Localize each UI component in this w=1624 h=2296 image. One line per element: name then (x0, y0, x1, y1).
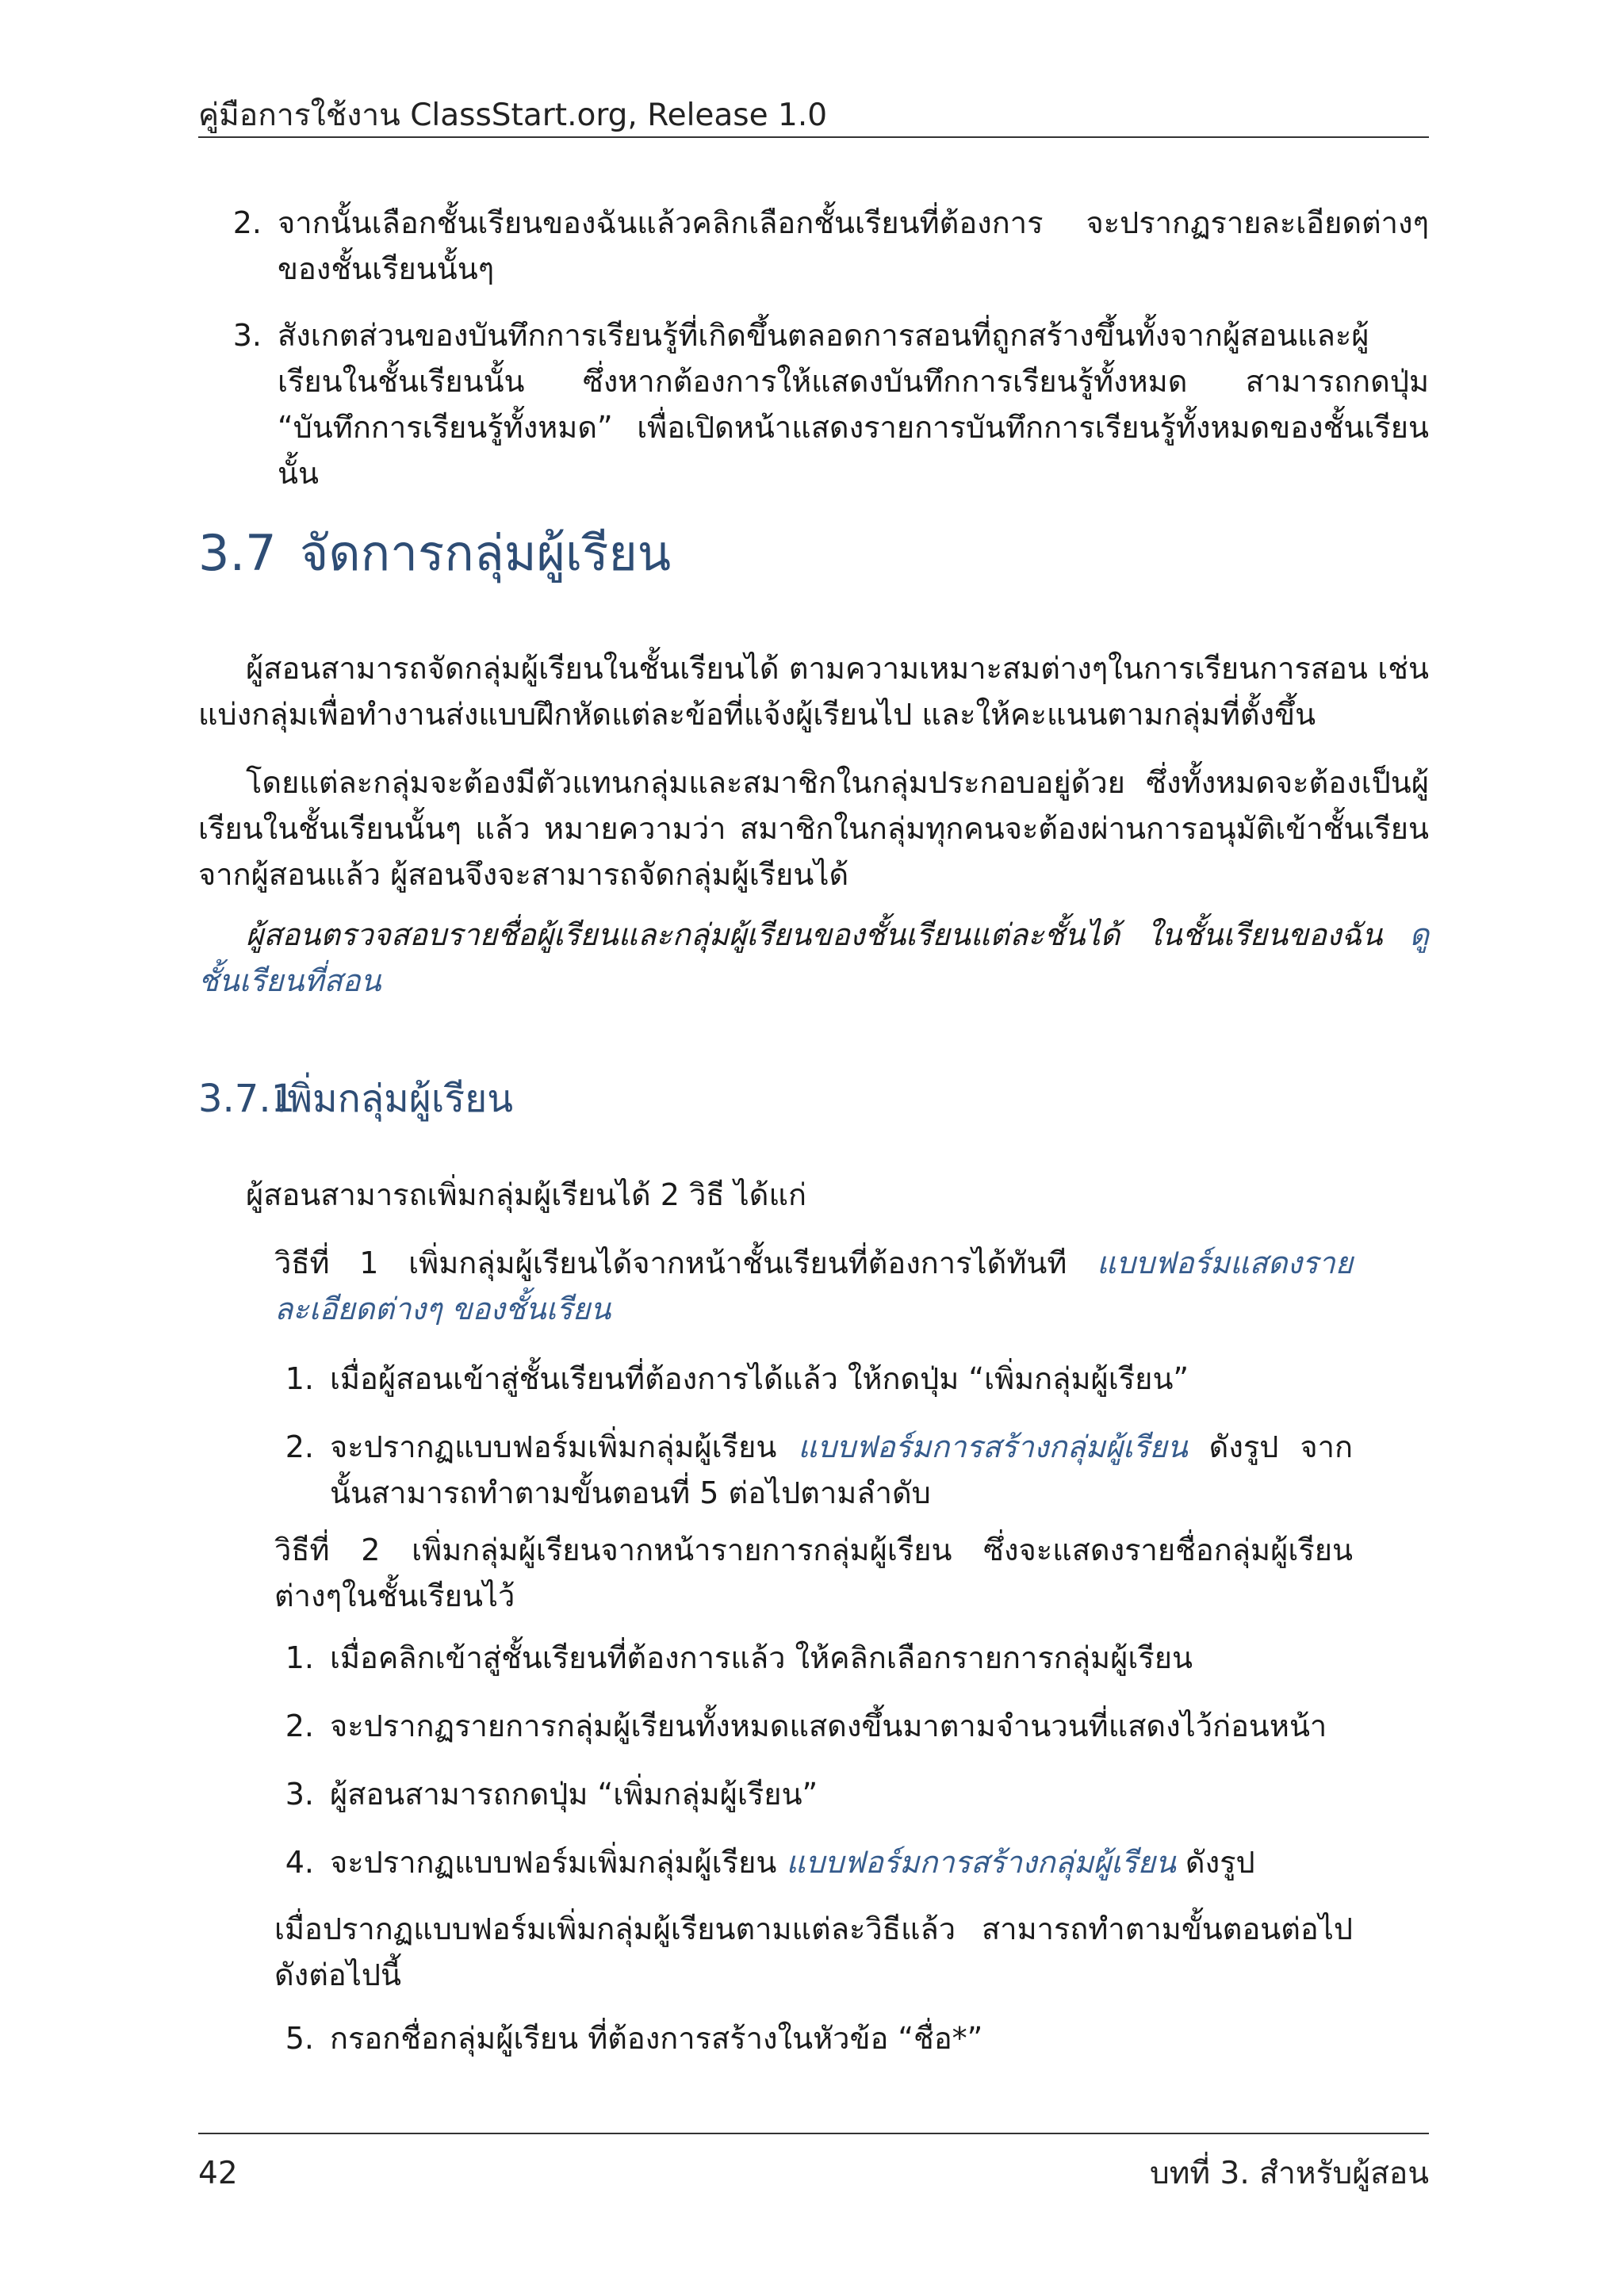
method-1-step (274, 1424, 1353, 1519)
document-page (198, 0, 1429, 2296)
step-text: ผู้สอนสามารถกดปุ่ม “เพิ่มกลุ่มผู้เรียน” (330, 1777, 818, 1812)
running-header: คู่มือการใช้งาน ClassStart.org, Release 1.0 (198, 98, 828, 133)
method-1 (274, 1240, 1353, 1332)
paragraph: ผู้สอนสามารถเพิ่มกลุ่มผู้เรียนได้ 2 วิธี ได้แก่ (246, 1177, 806, 1212)
step-text-pre: จะปรากฏแบบฟอร์มเพิ่มกลุ่มผู้เรียน (330, 1845, 787, 1880)
step-text-post: ดังรูป (1175, 1845, 1255, 1880)
chapter-label: บทที่ 3. สำหรับผู้สอน (1149, 2156, 1429, 2191)
step-number: 1. (285, 1361, 314, 1396)
step-number: 5. (285, 2021, 314, 2056)
subsection-title: เพิ่มกลุ่มผู้เรียน (274, 1077, 514, 1121)
paragraph: ผู้สอนสามารถจัดกลุ่มผู้เรียนในชั้นเรียนได้ ตามความเหมาะสมต่างๆในการเรียนการสอน เช่น แบ่งกลุ่มเพื่อทำงานส่งแบบฝึกหัดแต่ละข้อที่แจ้งผู้เรียนไป และให้คะแนนตามกลุ่มที่ตั้งขึ้น (198, 651, 1429, 732)
link-group-create-form[interactable]: แบบฟอร์มการสร้างกลุ่มผู้เรียน (786, 1845, 1176, 1880)
step-text (330, 1839, 1353, 1885)
step-text: เมื่อคลิกเข้าสู่ชั้นเรียนที่ต้องการแล้ว ให้คลิกเลือกรายการกลุ่มผู้เรียน (330, 1640, 1193, 1675)
footer-rule (198, 2133, 1429, 2134)
step-text: จะปรากฏรายการกลุ่มผู้เรียนทั้งหมดแสดงขึ้นมาตามจำนวนที่แสดงไว้ก่อนหน้า (330, 1709, 1327, 1743)
method-1-step (274, 1356, 1353, 1403)
link-group-create-form[interactable]: แบบฟอร์มการสร้างกลุ่มผู้เรียน (798, 1429, 1188, 1464)
method-1-text: วิธีที่ 1 เพิ่มกลุ่มผู้เรียนได้จากหน้าชั้นเรียนที่ต้องการได้ทันที (274, 1246, 1097, 1280)
list-text: จากนั้นเลือกชั้นเรียนของฉันแล้วคลิกเลือกชั้นเรียนที่ต้องการ จะปรากฏรายละเอียดต่างๆของชั้นเรียนนั้นๆ (278, 205, 1429, 286)
step-number: 1. (285, 1640, 314, 1675)
step-number: 2. (285, 1709, 314, 1743)
step-text: กรอกชื่อกลุ่มผู้เรียน ที่ต้องการสร้างในหัวข้อ “ชื่อ*” (330, 2021, 983, 2056)
step-text: เมื่อผู้สอนเข้าสู่ชั้นเรียนที่ต้องการได้แล้ว ให้กดปุ่ม “เพิ่มกลุ่มผู้เรียน” (330, 1361, 1189, 1396)
page-number: 42 (198, 2156, 238, 2191)
step-number: 2. (285, 1429, 314, 1464)
list-number: 3. (232, 318, 262, 353)
paragraph: เมื่อปรากฏแบบฟอร์มเพิ่มกลุ่มผู้เรียนตามแต่ละวิธีแล้ว สามารถทำตามขั้นตอนต่อไปดังต่อไปนี้ (274, 1911, 1353, 1992)
section-title: จัดการกลุ่มผู้เรียน (300, 524, 672, 582)
subsection-heading (198, 1072, 513, 1126)
list-item (222, 312, 1429, 491)
method-2-step (274, 1839, 1353, 1887)
link-class-details-form[interactable]: แบบฟอร์มแสดงรายละเอียดต่างๆ ของชั้นเรียน (274, 1246, 1353, 1326)
header-rule (198, 136, 1429, 138)
step-text-post: ดังรูป จากนั้นสามารถทำตามขั้นตอนที่ 5 ต่อไปตามลำดับ (330, 1429, 1353, 1510)
method-2-step (274, 1771, 1353, 1819)
step-text (330, 1424, 1353, 1516)
note-text: ผู้สอนตรวจสอบรายชื่อผู้เรียนและกลุ่มผู้เรียนของชั้นเรียนแต่ละชั้นได้ ในชั้นเรียนของฉัน (246, 917, 1410, 952)
section-heading (198, 520, 671, 587)
step-number: 4. (285, 1845, 314, 1880)
list-number: 2. (232, 205, 262, 240)
subsection-number: 3.7.1 (198, 1077, 296, 1121)
method-2-step (274, 1635, 1353, 1682)
list-item (222, 200, 1429, 295)
note-paragraph (198, 912, 1429, 1004)
method-2-step (274, 1703, 1353, 1751)
list-text: สังเกตส่วนของบันทึกการเรียนรู้ที่เกิดขึ้นตลอดการสอนที่ถูกสร้างขึ้นทั้งจากผู้สอนและผู้เรียนในชั้นเรียนนั้น ซึ่งหากต้องการให้แสดงบันทึกการเรียนรู้ทั้งหมด สามารถกดปุ่ม “บันทึกการเรียนรู้ทั้งหมด” เพื่อเปิดหน้าแสดงรายการบันทึกการเรียนรู้ทั้งหมดของชั้นเรียนนั้น (278, 318, 1429, 491)
link-view-teaching-classes[interactable]: ดูชั้นเรียนที่สอน (198, 917, 1429, 998)
step-number: 3. (285, 1777, 314, 1812)
method-2: วิธีที่ 2 เพิ่มกลุ่มผู้เรียนจากหน้ารายการกลุ่มผู้เรียน ซึ่งจะแสดงรายชื่อกลุ่มผู้เรียนต่างๆในชั้นเรียนไว้ (274, 1533, 1353, 1613)
section-number: 3.7 (198, 524, 277, 582)
paragraph: โดยแต่ละกลุ่มจะต้องมีตัวแทนกลุ่มและสมาชิกในกลุ่มประกอบอยู่ด้วย ซึ่งทั้งหมดจะต้องเป็นผู้เรียนในชั้นเรียนนั้นๆ แล้ว หมายความว่า สมาชิกในกลุ่มทุกคนจะต้องผ่านการอนุมัติเข้าชั้นเรียนจากผู้สอนแล้ว ผู้สอนจึงจะสามารถจัดกลุ่มผู้เรียนได้ (198, 765, 1429, 892)
step-5 (274, 2015, 1353, 2063)
step-text-pre: จะปรากฏแบบฟอร์มเพิ่มกลุ่มผู้เรียน (330, 1429, 799, 1464)
